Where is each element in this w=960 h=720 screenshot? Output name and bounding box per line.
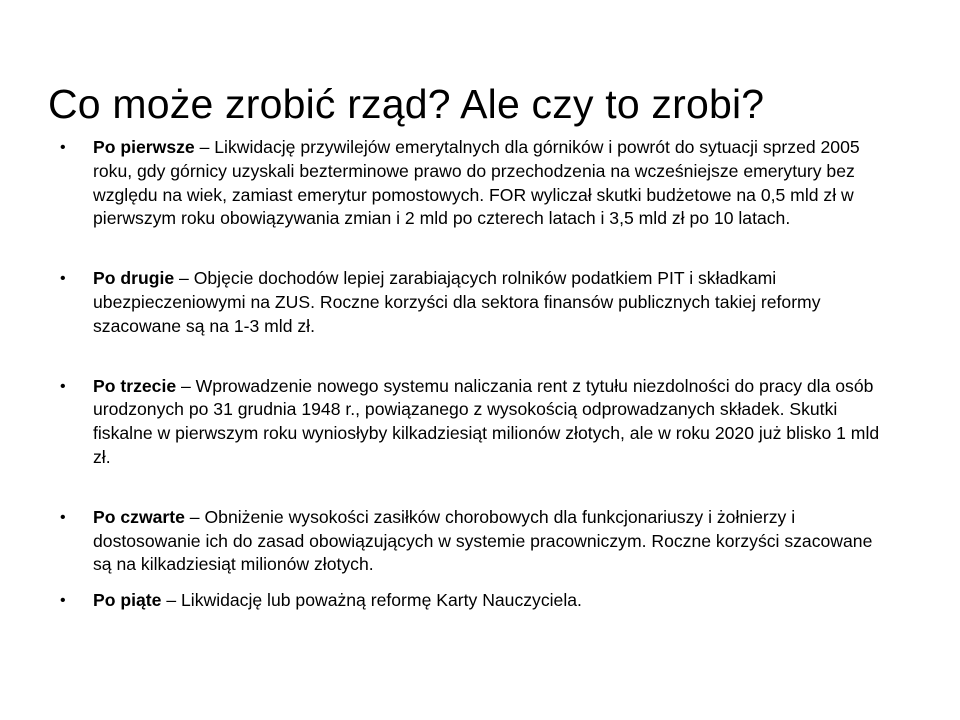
bullet-lead-2: Po drugie [93,268,175,289]
bullet-item-4 [60,506,880,577]
bullet-dot-icon: • [60,377,66,395]
bullet-text-4: – Obniżenie wysokości zasiłków chorobowych dla funkcjonariuszy i żołnierzy i dostosowanie ich do zasad obowiązujących w systemie pracowniczym. Roczne korzyści szacowane są na kilkadziesiąt milionów złotych. [93,506,873,575]
slide-title: Co może zrobić rząd? Ale czy to zrobi? [48,81,765,128]
bullet-text-1: – Likwidację przywilejów emerytalnych dla górników i powrót do sytuacji sprzed 2005 roku, gdy górnicy uzyskali bezterminowe prawo do przechodzenia na wcześniejsze emerytury bez względu na wiek, zamiast emerytur pomostowych. FOR wyliczał skutki budżetowe na 0,5 mld zł w pierwszym roku obowiązywania zmian i 2 mld po czterech latach i 3,5 mld zł po 10 latach. [93,137,860,229]
bullet-list [60,136,880,613]
bullet-lead-4: Po czwarte [93,506,185,527]
bullet-dot-icon: • [60,508,66,526]
bullet-lead-3: Po trzecie [93,375,177,396]
bullet-text-2: – Objęcie dochodów lepiej zarabiających rolników podatkiem PIT i składkami ubezpieczeniowymi na ZUS. Roczne korzyści dla sektora finansów publicznych takiej reformy szacowane są na 1-3 mld zł. [93,268,821,336]
bullet-item-5 [60,589,880,613]
bullet-dot-icon: • [60,270,66,288]
bullet-text-3: – Wprowadzenie nowego systemu naliczania rent z tytułu niezdolności do pracy dla osób urodzonych po 31 grudnia 1948 r., powiązanego z wysokością odprowadzanych składek. Skutki fiskalne w pierwszym roku wyniosłyby kilkadziesiąt milionów złotych, ale w roku 2020 już blisko 1 mld zł. [93,375,880,467]
bullet-text-5: – Likwidację lub poważną reformę Karty Nauczyciela. [161,590,582,611]
bullet-item-1 [60,136,880,231]
bullet-lead-1: Po pierwsze [93,137,195,157]
bullet-item-2 [60,267,880,338]
bullet-dot-icon: • [60,592,66,610]
bullet-lead-5: Po piąte [93,590,162,611]
bullet-item-3 [60,375,880,470]
bullet-dot-icon: • [60,139,66,156]
